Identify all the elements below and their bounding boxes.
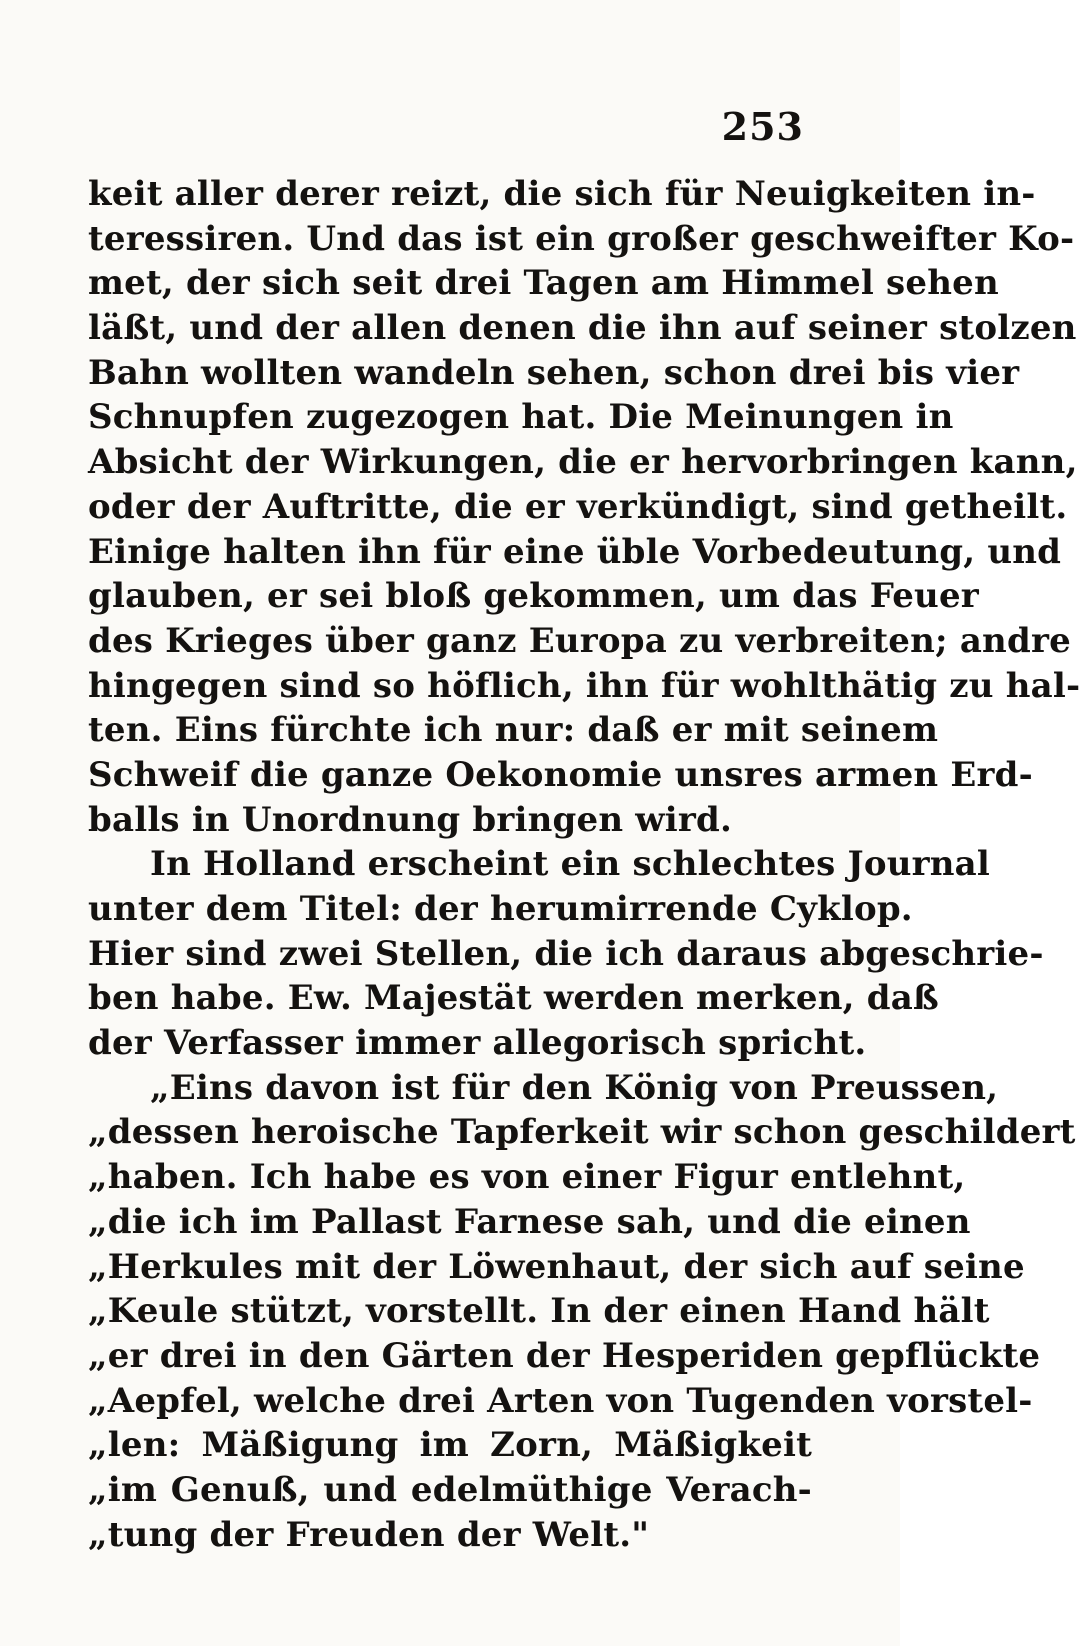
body-text: [88, 172, 1080, 1557]
text-line: Bahn wollten wandeln sehen, schon drei bis vier: [88, 352, 1020, 393]
text-line: Einige halten ihn für eine üble Vorbedeutung, und: [88, 531, 1062, 572]
text-line: Hier sind zwei Stellen, die ich daraus abgeschrie-: [88, 933, 1044, 974]
paragraph: [88, 1066, 1076, 1558]
text-line: ten. Eins fürchte ich nur: daß er mit seinem: [88, 710, 939, 751]
text-line: Schnupfen zugezogen hat. Die Meinungen in: [88, 397, 954, 438]
text-line: glauben, er sei bloß gekommen, um das Feuer: [88, 576, 979, 617]
paragraph: [88, 172, 1080, 842]
text-line: „len: Mäßigung im Zorn, Mäßigkeit: [88, 1425, 812, 1466]
text-line: keit aller derer reizt, die sich für Neuigkeiten in-: [88, 174, 1036, 214]
text-line: In Holland erscheint ein schlechtes Journal: [150, 844, 990, 885]
text-line: hingegen sind so höflich, ihn für wohlthätig zu hal-: [88, 665, 1080, 706]
text-line: „er drei in den Gärten der Hesperiden gepflückte: [88, 1335, 1041, 1376]
text-line: des Krieges über ganz Europa zu verbreiten; andre: [88, 620, 1071, 661]
text-line: „Herkules mit der Löwenhaut, der sich auf seine: [88, 1246, 1025, 1287]
text-line: unter dem Titel: der herumirrende Cyklop.: [88, 889, 913, 929]
text-line: oder der Auftritte, die er verkündigt, sind getheilt.: [88, 486, 1068, 527]
page-number: 253: [721, 104, 804, 149]
text-line: „dessen heroische Tapferkeit wir schon geschildert: [88, 1112, 1076, 1153]
text-line: Schweif die ganze Oekonomie unsres armen Erd-: [88, 754, 1033, 795]
text-line: met, der sich seit drei Tagen am Himmel sehen: [88, 263, 999, 304]
text-line: „Keule stützt, vorstellt. In der einen Hand hält: [88, 1291, 990, 1332]
text-line: teressiren. Und das ist ein großer geschweifter Ko-: [88, 218, 1075, 259]
paragraph: [88, 842, 1044, 1065]
text-line: Absicht der Wirkungen, die er hervorbringen kann,: [88, 442, 1078, 483]
text-line: ben habe. Ew. Majestät werden merken, daß: [88, 978, 939, 1019]
text-line: „im Genuß, und edelmüthige Verach-: [88, 1469, 812, 1510]
text-line: „tung der Freuden der Welt.": [88, 1514, 650, 1555]
text-line: läßt, und der allen denen die ihn auf seiner stolzen: [88, 308, 1077, 349]
text-line: balls in Unordnung bringen wird.: [88, 799, 732, 840]
text-line: „haben. Ich habe es von einer Figur entlehnt,: [88, 1157, 966, 1198]
text-line: „Aepfel, welche drei Arten von Tugenden vorstel-: [88, 1380, 1033, 1421]
text-line: „Eins davon ist für den König von Preussen,: [150, 1067, 999, 1108]
text-line: „die ich im Pallast Farnese sah, und die einen: [88, 1201, 971, 1242]
text-line: der Verfasser immer allegorisch spricht.: [88, 1023, 867, 1064]
